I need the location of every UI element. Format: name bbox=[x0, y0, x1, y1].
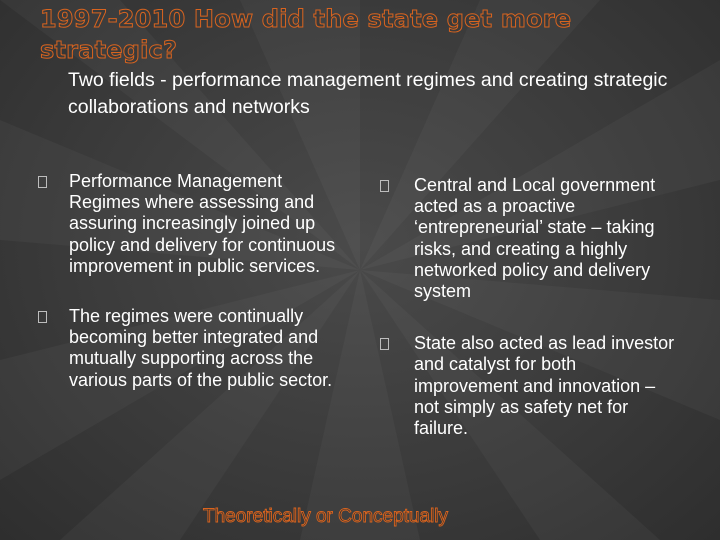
slide-title: 1997-2010 How did the state get more strategic? bbox=[40, 5, 572, 64]
footer-caption: Theoretically or Conceptually bbox=[203, 506, 449, 527]
left-column bbox=[38, 171, 338, 391]
right-column bbox=[380, 175, 680, 439]
bullet-text: The regimes were continually becoming better integrated and mutually supporting across the various parts of the public sector. bbox=[69, 306, 333, 390]
bullet-text: State also acted as lead investor and catalyst for both improvement and innovation – not simply as safety net for failure. bbox=[414, 333, 675, 439]
slide-subtitle: Two fields - performance management regimes and creating strategic collaborations and networks bbox=[68, 69, 668, 118]
box-bullet-icon bbox=[380, 337, 400, 355]
box-bullet-icon bbox=[38, 175, 58, 193]
box-bullet-icon bbox=[380, 179, 400, 197]
list-item bbox=[380, 333, 680, 439]
list-item bbox=[38, 171, 338, 277]
list-item bbox=[38, 306, 338, 391]
bullet-text: Performance Management Regimes where assessing and assuring increasingly joined up policy and delivery for continuous improvement in public services. bbox=[69, 171, 336, 276]
bullet-text: Central and Local government acted as a proactive ‘entrepreneurial’ state – taking risks, and creating a highly networked policy and delivery system bbox=[414, 175, 656, 302]
list-item bbox=[380, 175, 680, 302]
box-bullet-icon bbox=[38, 310, 58, 328]
